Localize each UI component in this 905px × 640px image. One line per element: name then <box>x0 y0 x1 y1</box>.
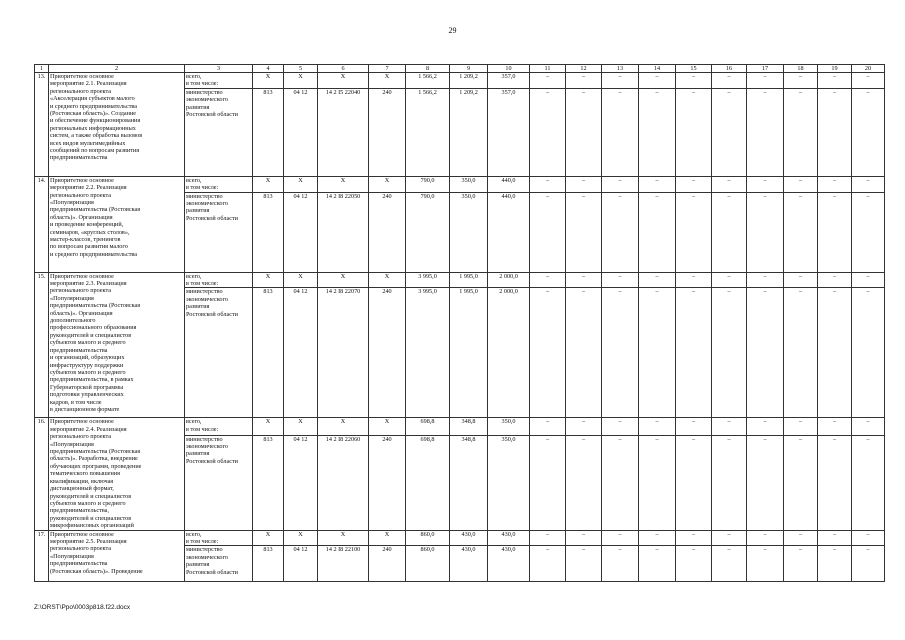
budget-cell: 790,0 <box>406 176 450 192</box>
budget-cell: 240 <box>369 288 406 418</box>
year-value-cell: – <box>747 418 784 435</box>
year-value-cell: – <box>639 176 676 192</box>
budget-cell: 04 12 <box>284 88 318 176</box>
year-value-cell: – <box>676 530 712 546</box>
table-row <box>35 176 885 192</box>
year-value-cell: – <box>639 546 676 582</box>
year-value-cell: – <box>818 192 852 272</box>
budget-cell: Х <box>318 530 369 546</box>
year-value-cell: – <box>852 73 885 89</box>
column-number-header: 16 <box>712 65 747 73</box>
column-number-header: 6 <box>318 65 369 73</box>
year-value-cell: – <box>676 272 712 288</box>
column-number-header: 18 <box>784 65 818 73</box>
file-path-footer: Z:\ORST\Ppo\0003p818.f22.docx <box>34 604 131 611</box>
year-value-cell: – <box>852 192 885 272</box>
budget-cell: 04 12 <box>284 192 318 272</box>
budget-cell: 440,0 <box>488 192 530 272</box>
row-number: 15. <box>35 272 49 418</box>
budget-cell: Х <box>369 418 406 435</box>
year-value-cell: – <box>566 88 602 176</box>
column-number-header: 3 <box>185 65 253 73</box>
year-value-cell: – <box>566 546 602 582</box>
year-value-cell: – <box>566 288 602 418</box>
column-number-header: 12 <box>566 65 602 73</box>
budget-cell: Х <box>318 176 369 192</box>
column-number-header: 13 <box>602 65 639 73</box>
budget-cell: 350,0 <box>450 192 488 272</box>
year-value-cell: – <box>852 418 885 435</box>
column-number-header: 19 <box>818 65 852 73</box>
year-value-cell: – <box>676 192 712 272</box>
year-value-cell: – <box>852 288 885 418</box>
year-value-cell: – <box>747 435 784 530</box>
row-number: 16. <box>35 418 49 530</box>
column-number-header: 10 <box>488 65 530 73</box>
budget-cell: 698,8 <box>406 418 450 435</box>
year-value-cell: – <box>818 73 852 89</box>
budget-cell: Х <box>253 530 284 546</box>
year-value-cell: – <box>818 288 852 418</box>
column-number-row <box>35 65 885 73</box>
year-value-cell: – <box>712 192 747 272</box>
year-value-cell: – <box>818 88 852 176</box>
year-value-cell: – <box>676 418 712 435</box>
year-value-cell: – <box>639 272 676 288</box>
budget-cell: Х <box>369 530 406 546</box>
year-value-cell: – <box>712 435 747 530</box>
executor-cell: министерство экономического развития Ростовской области <box>185 435 253 530</box>
year-value-cell: – <box>784 176 818 192</box>
year-value-cell: – <box>530 418 566 435</box>
year-value-cell: – <box>566 418 602 435</box>
year-value-cell: – <box>530 73 566 89</box>
year-value-cell: – <box>712 530 747 546</box>
activity-name: Приоритетное основное мероприятие 2.1. Реализация регионального проекта «Акселерация субъектов малого и среднего предпринимательства (Ростовская область)». Создание и обеспечение функционирования региональных информационных систем, а также обработка вызовов всех видов мультимедийных сообщений по вопросам развития предпринимательства <box>49 73 185 177</box>
year-value-cell: – <box>784 288 818 418</box>
year-value-cell: – <box>639 192 676 272</box>
year-value-cell: – <box>747 192 784 272</box>
year-value-cell: – <box>784 418 818 435</box>
year-value-cell: – <box>712 176 747 192</box>
executor-cell: всего, в том числе: <box>185 176 253 192</box>
year-value-cell: – <box>602 176 639 192</box>
budget-cell: 3 995,0 <box>406 288 450 418</box>
budget-cell: 430,0 <box>488 546 530 582</box>
budget-cell: Х <box>369 272 406 288</box>
executor-cell: всего, в том числе: <box>185 418 253 435</box>
column-number-header: 20 <box>852 65 885 73</box>
budget-cell: 14 2 I8 22050 <box>318 192 369 272</box>
year-value-cell: – <box>784 73 818 89</box>
budget-cell: 790,0 <box>406 192 450 272</box>
budget-cell: 440,0 <box>488 176 530 192</box>
column-number-header: 8 <box>406 65 450 73</box>
budget-cell: 860,0 <box>406 530 450 546</box>
year-value-cell: – <box>602 288 639 418</box>
budget-cell: 348,8 <box>450 435 488 530</box>
year-value-cell: – <box>712 88 747 176</box>
year-value-cell: – <box>566 176 602 192</box>
year-value-cell: – <box>602 88 639 176</box>
column-number-header: 14 <box>639 65 676 73</box>
budget-cell: Х <box>253 73 284 89</box>
budget-cell: 357,0 <box>488 73 530 89</box>
year-value-cell: – <box>852 272 885 288</box>
year-value-cell: – <box>530 530 566 546</box>
row-number: 17. <box>35 530 49 582</box>
activity-name: Приоритетное основное мероприятие 2.5. Реализация регионального проекта «Популяризация предпринимательства (Ростовская область)». Проведение <box>49 530 185 582</box>
column-number-header: 5 <box>284 65 318 73</box>
budget-cell: Х <box>284 272 318 288</box>
year-value-cell: – <box>639 88 676 176</box>
budget-cell: 813 <box>253 435 284 530</box>
budget-cell: 1 566,2 <box>406 73 450 89</box>
budget-cell: Х <box>318 272 369 288</box>
year-value-cell: – <box>712 272 747 288</box>
year-value-cell: – <box>784 192 818 272</box>
year-value-cell: – <box>566 272 602 288</box>
row-number: 14. <box>35 176 49 272</box>
budget-cell: 350,0 <box>488 435 530 530</box>
program-table <box>34 64 885 582</box>
budget-cell: 3 995,0 <box>406 272 450 288</box>
activity-name: Приоритетное основное мероприятие 2.2. Реализация регионального проекта «Популяризация предпринимательства (Ростовская область)». Организация и проведение конференций, семинаров, «круглых столов», мастер-классов, тренингов по вопросам развития малого и среднего предпринимательства <box>49 176 185 272</box>
year-value-cell: – <box>818 176 852 192</box>
year-value-cell: – <box>602 546 639 582</box>
budget-cell: 04 12 <box>284 546 318 582</box>
year-value-cell: – <box>676 88 712 176</box>
budget-cell: 240 <box>369 192 406 272</box>
page-number: 29 <box>448 26 457 35</box>
column-number-header: 11 <box>530 65 566 73</box>
executor-cell: министерство экономического развития Ростовской области <box>185 88 253 176</box>
year-value-cell: – <box>712 288 747 418</box>
table-row <box>35 73 885 89</box>
budget-cell: 14 2 I5 22040 <box>318 88 369 176</box>
year-value-cell: – <box>818 418 852 435</box>
budget-cell: Х <box>318 73 369 89</box>
year-value-cell: – <box>676 435 712 530</box>
year-value-cell: – <box>530 88 566 176</box>
budget-cell: 350,0 <box>488 418 530 435</box>
year-value-cell: – <box>530 192 566 272</box>
budget-cell: 357,0 <box>488 88 530 176</box>
year-value-cell: – <box>747 546 784 582</box>
executor-cell: всего, в том числе: <box>185 272 253 288</box>
budget-cell: Х <box>284 176 318 192</box>
budget-cell: Х <box>284 73 318 89</box>
budget-cell: 813 <box>253 88 284 176</box>
budget-cell: Х <box>318 418 369 435</box>
executor-cell: всего, в том числе: <box>185 530 253 546</box>
year-value-cell: – <box>602 530 639 546</box>
budget-cell: 14 2 I8 22100 <box>318 546 369 582</box>
year-value-cell: – <box>818 435 852 530</box>
budget-cell: 1 209,2 <box>450 88 488 176</box>
year-value-cell: – <box>852 546 885 582</box>
year-value-cell: – <box>818 546 852 582</box>
year-value-cell: – <box>784 546 818 582</box>
budget-cell: 04 12 <box>284 435 318 530</box>
year-value-cell: – <box>566 73 602 89</box>
year-value-cell: – <box>676 176 712 192</box>
year-value-cell: – <box>530 288 566 418</box>
year-value-cell: – <box>676 288 712 418</box>
year-value-cell: – <box>852 88 885 176</box>
column-number-header: 17 <box>747 65 784 73</box>
budget-cell: 04 12 <box>284 288 318 418</box>
budget-cell: 430,0 <box>450 530 488 546</box>
budget-cell: 1 995,0 <box>450 272 488 288</box>
budget-cell: 1 995,0 <box>450 288 488 418</box>
year-value-cell: – <box>530 272 566 288</box>
budget-cell: 14 2 I8 22060 <box>318 435 369 530</box>
year-value-cell: – <box>602 73 639 89</box>
activity-name: Приоритетное основное мероприятие 2.4. Реализация регионального проекта «Популяризация предпринимательства (Ростовская область)». Разработка, внедрение обучающих программ, проведение тематического повышения квалификации, включая дистанционный формат, руководителей и специалистов субъектов малого и среднего предпринимательства, руководителей и специалистов микрофинансовых организаций <box>49 418 185 530</box>
year-value-cell: – <box>602 272 639 288</box>
budget-cell: 860,0 <box>406 546 450 582</box>
year-value-cell: – <box>712 73 747 89</box>
year-value-cell: – <box>818 530 852 546</box>
budget-cell: 1 209,2 <box>450 73 488 89</box>
year-value-cell: – <box>852 176 885 192</box>
executor-cell: всего, в том числе: <box>185 73 253 89</box>
budget-cell: Х <box>253 176 284 192</box>
budget-cell: Х <box>253 418 284 435</box>
year-value-cell: – <box>747 176 784 192</box>
column-number-header: 2 <box>49 65 185 73</box>
year-value-cell: – <box>530 546 566 582</box>
column-number-header: 9 <box>450 65 488 73</box>
year-value-cell: – <box>566 530 602 546</box>
budget-cell: 240 <box>369 435 406 530</box>
year-value-cell: – <box>566 435 602 530</box>
budget-cell: Х <box>253 272 284 288</box>
year-value-cell: – <box>530 176 566 192</box>
year-value-cell: – <box>676 73 712 89</box>
executor-cell: министерство экономического развития Ростовской области <box>185 192 253 272</box>
year-value-cell: – <box>639 73 676 89</box>
executor-cell: министерство экономического развития Ростовской области <box>185 546 253 582</box>
budget-cell: 813 <box>253 192 284 272</box>
budget-cell: Х <box>284 530 318 546</box>
year-value-cell: – <box>747 530 784 546</box>
year-value-cell: – <box>530 435 566 530</box>
budget-cell: 1 566,2 <box>406 88 450 176</box>
year-value-cell: – <box>784 88 818 176</box>
executor-cell: министерство экономического развития Ростовской области <box>185 288 253 418</box>
activity-name: Приоритетное основное мероприятие 2.3. Реализация регионального проекта «Популяризация предпринимательства (Ростовская область)». Организация дополнительного профессионального образования руководителей и специалистов субъектов малого и среднего предпринимательства и организаций, образующих инфраструктуру поддержки субъектов малого и среднего предпринимательства, в рамках Губернаторской программы подготовки управленческих кадров, в том числе в дистанционном формате <box>49 272 185 418</box>
year-value-cell: – <box>784 435 818 530</box>
budget-cell: Х <box>369 176 406 192</box>
year-value-cell: – <box>712 546 747 582</box>
row-number: 13. <box>35 73 49 177</box>
budget-cell: 348,8 <box>450 418 488 435</box>
column-number-header: 15 <box>676 65 712 73</box>
year-value-cell: – <box>712 418 747 435</box>
budget-cell: 430,0 <box>450 546 488 582</box>
year-value-cell: – <box>852 530 885 546</box>
table-row <box>35 530 885 546</box>
budget-cell: 813 <box>253 546 284 582</box>
budget-cell: 240 <box>369 88 406 176</box>
year-value-cell: – <box>818 272 852 288</box>
column-number-header: 4 <box>253 65 284 73</box>
year-value-cell: – <box>747 288 784 418</box>
year-value-cell: – <box>747 88 784 176</box>
budget-cell: 698,8 <box>406 435 450 530</box>
year-value-cell: – <box>747 272 784 288</box>
year-value-cell: – <box>639 288 676 418</box>
budget-cell: Х <box>284 418 318 435</box>
year-value-cell: – <box>602 418 639 435</box>
budget-cell: 2 000,0 <box>488 272 530 288</box>
budget-cell: 240 <box>369 546 406 582</box>
year-value-cell: – <box>639 435 676 530</box>
year-value-cell: – <box>639 418 676 435</box>
budget-cell: 14 2 I8 22070 <box>318 288 369 418</box>
budget-cell: 350,0 <box>450 176 488 192</box>
budget-cell: 430,0 <box>488 530 530 546</box>
budget-cell: Х <box>369 73 406 89</box>
year-value-cell: – <box>784 272 818 288</box>
column-number-header: 1 <box>35 65 49 73</box>
budget-cell: 2 000,0 <box>488 288 530 418</box>
year-value-cell: – <box>602 435 639 530</box>
table-row <box>35 272 885 288</box>
year-value-cell: – <box>602 192 639 272</box>
budget-cell: 813 <box>253 288 284 418</box>
table-row <box>35 418 885 435</box>
year-value-cell: – <box>566 192 602 272</box>
column-number-header: 7 <box>369 65 406 73</box>
year-value-cell: – <box>747 73 784 89</box>
year-value-cell: – <box>852 435 885 530</box>
year-value-cell: – <box>784 530 818 546</box>
year-value-cell: – <box>676 546 712 582</box>
year-value-cell: – <box>639 530 676 546</box>
